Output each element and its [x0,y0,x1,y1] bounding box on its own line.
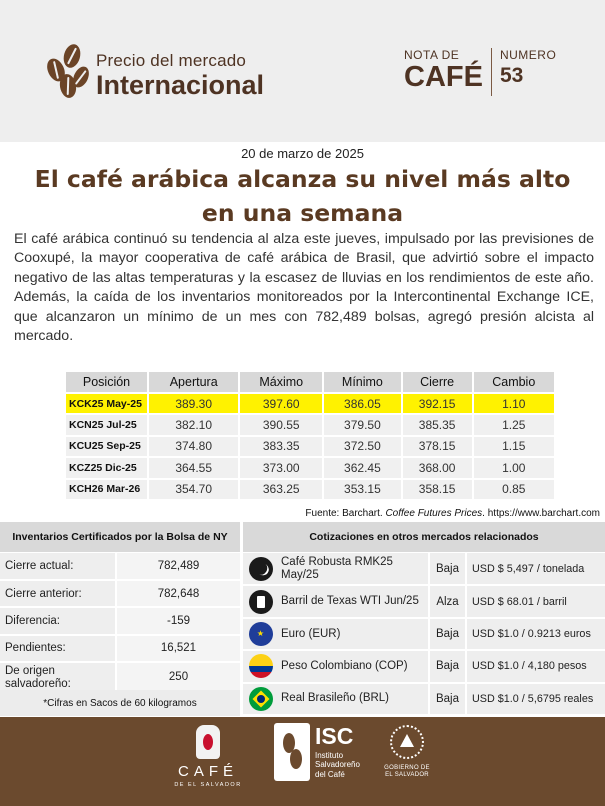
quote-direction: Alza [429,585,466,617]
close-cell: 358.15 [402,479,473,500]
source-title: Coffee Futures Prices [385,508,483,519]
inventory-note: *Cifras en Sacos de 60 kilogramos [0,690,240,716]
low-cell: 353.15 [323,479,402,500]
isc-acronym: ISC [315,723,354,750]
quote-name: Café Robusta RMK25 May/25 [279,553,429,585]
quote-value: USD $1.0 / 5,6795 reales [466,683,605,715]
futures-price-table [66,372,556,501]
inventory-label: Cierre anterior: [0,580,116,607]
isc-line: Salvadoreño [315,760,360,770]
quote-direction: Baja [429,618,466,650]
national-seal-icon [390,725,424,759]
inventory-title: Inventarios Certificados por la Bolsa de NY [0,522,240,552]
table-row [66,457,555,478]
change-cell: 1.15 [473,436,555,457]
close-cell: 385.35 [402,414,473,435]
quote-name: Barril de Texas WTI Jun/25 [279,585,429,617]
issue-number: 53 [499,64,524,87]
high-cell: 363.25 [239,479,323,500]
column-header: Cierre [402,372,473,393]
low-cell: 362.45 [323,457,402,478]
high-cell: 397.60 [239,393,323,414]
page-footer [0,717,605,806]
page-header [0,0,605,142]
inventory-label: Cierre actual: [0,553,116,580]
source-citation [0,508,600,519]
quote-value: USD $1.0 / 0.9213 euros [466,618,605,650]
quote-value: USD $1.0 / 4,180 pesos [466,650,605,682]
close-cell: 392.15 [402,393,473,414]
quote-value: USD $ 5,497 / tonelada [466,553,605,585]
table-row [66,479,555,500]
change-cell: 1.10 [473,393,555,414]
article-title: El café arábica alcanza su nivel más alto en una semana [34,165,571,227]
table-row [243,618,605,650]
position-cell: KCN25 Jul-25 [66,414,148,435]
isc-coffee-icon [274,723,310,781]
table-row [0,553,240,580]
oil-barrel-icon [249,590,273,614]
nota-cafe-label: CAFÉ [404,61,483,93]
table-row [66,436,555,457]
quote-direction: Baja [429,650,466,682]
change-cell: 1.00 [473,457,555,478]
position-cell: KCK25 May-25 [66,393,148,414]
change-cell: 0.85 [473,479,555,500]
column-header: Cambio [473,372,555,393]
isc-line: Instituto [315,751,344,761]
change-cell: 1.25 [473,414,555,435]
cafe-logo-word: CAFÉ [177,763,238,780]
quotes-table [243,553,605,716]
issue-badge [404,48,556,96]
table-row [243,683,605,715]
low-cell: 379.50 [323,414,402,435]
column-header: Máximo [239,372,323,393]
table-row [66,393,555,414]
position-cell: KCZ25 Dic-25 [66,457,148,478]
gobierno-logo [382,725,432,779]
low-cell: 372.50 [323,436,402,457]
inventory-value: 250 [116,662,240,694]
gob-line: GOBIERNO DE [384,765,430,771]
inventory-value: 782,648 [116,580,240,607]
open-cell: 364.55 [148,457,239,478]
high-cell: 383.35 [239,436,323,457]
colombia-flag-icon [249,654,273,678]
table-row [0,580,240,607]
high-cell: 373.00 [239,457,323,478]
quote-direction: Baja [429,553,466,585]
column-header: Apertura [148,372,239,393]
table-row [243,585,605,617]
table-header-row [66,372,555,393]
inventory-label: De origen salvadoreño: [0,662,116,694]
position-cell: KCU25 Sep-25 [66,436,148,457]
quote-name: Euro (EUR) [279,618,429,650]
quote-direction: Baja [429,683,466,715]
quote-name: Real Brasileño (BRL) [279,683,429,715]
inventory-label: Pendientes: [0,635,116,662]
table-row [0,635,240,662]
isc-line: del Café [315,769,345,779]
open-cell: 382.10 [148,414,239,435]
close-cell: 378.15 [402,436,473,457]
inventory-label: Diferencia: [0,607,116,634]
cafe-de-el-salvador-logo [168,725,248,788]
quote-value: USD $ 68.01 / barril [466,585,605,617]
numero-label: NUMERO [499,48,557,62]
close-cell: 368.00 [402,457,473,478]
open-cell: 354.70 [148,479,239,500]
source-prefix: Fuente: Barchart. [305,508,386,519]
article-date: 20 de marzo de 2025 [241,146,364,161]
inventory-value: 16,521 [116,635,240,662]
brand-line1: Precio del mercado [96,50,247,70]
open-cell: 389.30 [148,393,239,414]
table-row [0,662,240,694]
table-row [243,650,605,682]
gob-line: EL SALVADOR [385,772,429,779]
inventory-table [0,553,240,695]
position-cell: KCH26 Mar-26 [66,479,148,500]
quotes-title: Cotizaciones en otros mercados relacionados [243,522,605,552]
quote-name: Peso Colombiano (COP) [279,650,429,682]
low-cell: 386.05 [323,393,402,414]
open-cell: 374.80 [148,436,239,457]
coffee-beans-icon [48,44,92,106]
column-header: Posición [66,372,148,393]
isc-logo [274,723,360,781]
inventory-value: 782,489 [116,553,240,580]
inventory-value: -159 [116,607,240,634]
column-header: Mínimo [323,372,402,393]
brand-logo [48,44,264,106]
article-body: El café arábica continuó su tendencia al alza este jueves, impulsado por las previsiones de Cooxupé, la mayor cooperativa de café arábica de Brasil, que advirtió sobre el impacto negativo de las altas temperaturas y la escasez de lluvias en los rendimientos de este año. Además, la caída de los inventarios monitoreados por la Intercontinental Exchange ICE, que alcanzaron un mínimo de un mes con 782,489 bolsas, agregó presión alcista al mercado. [14,231,594,345]
source-suffix: . https://www.barchart.com [482,508,600,519]
table-row [66,414,555,435]
cafe-logo-sub: DE EL SALVADOR [174,782,242,788]
table-row [243,553,605,585]
nota-de-label: NOTA DE [404,48,460,62]
brand-line2: Internacional [96,69,265,100]
coffee-bag-icon [196,725,220,759]
euro-flag-icon [249,622,273,646]
brazil-flag-icon [249,687,273,711]
coffee-bean-icon [249,557,273,581]
high-cell: 390.55 [239,414,323,435]
table-row [0,607,240,634]
